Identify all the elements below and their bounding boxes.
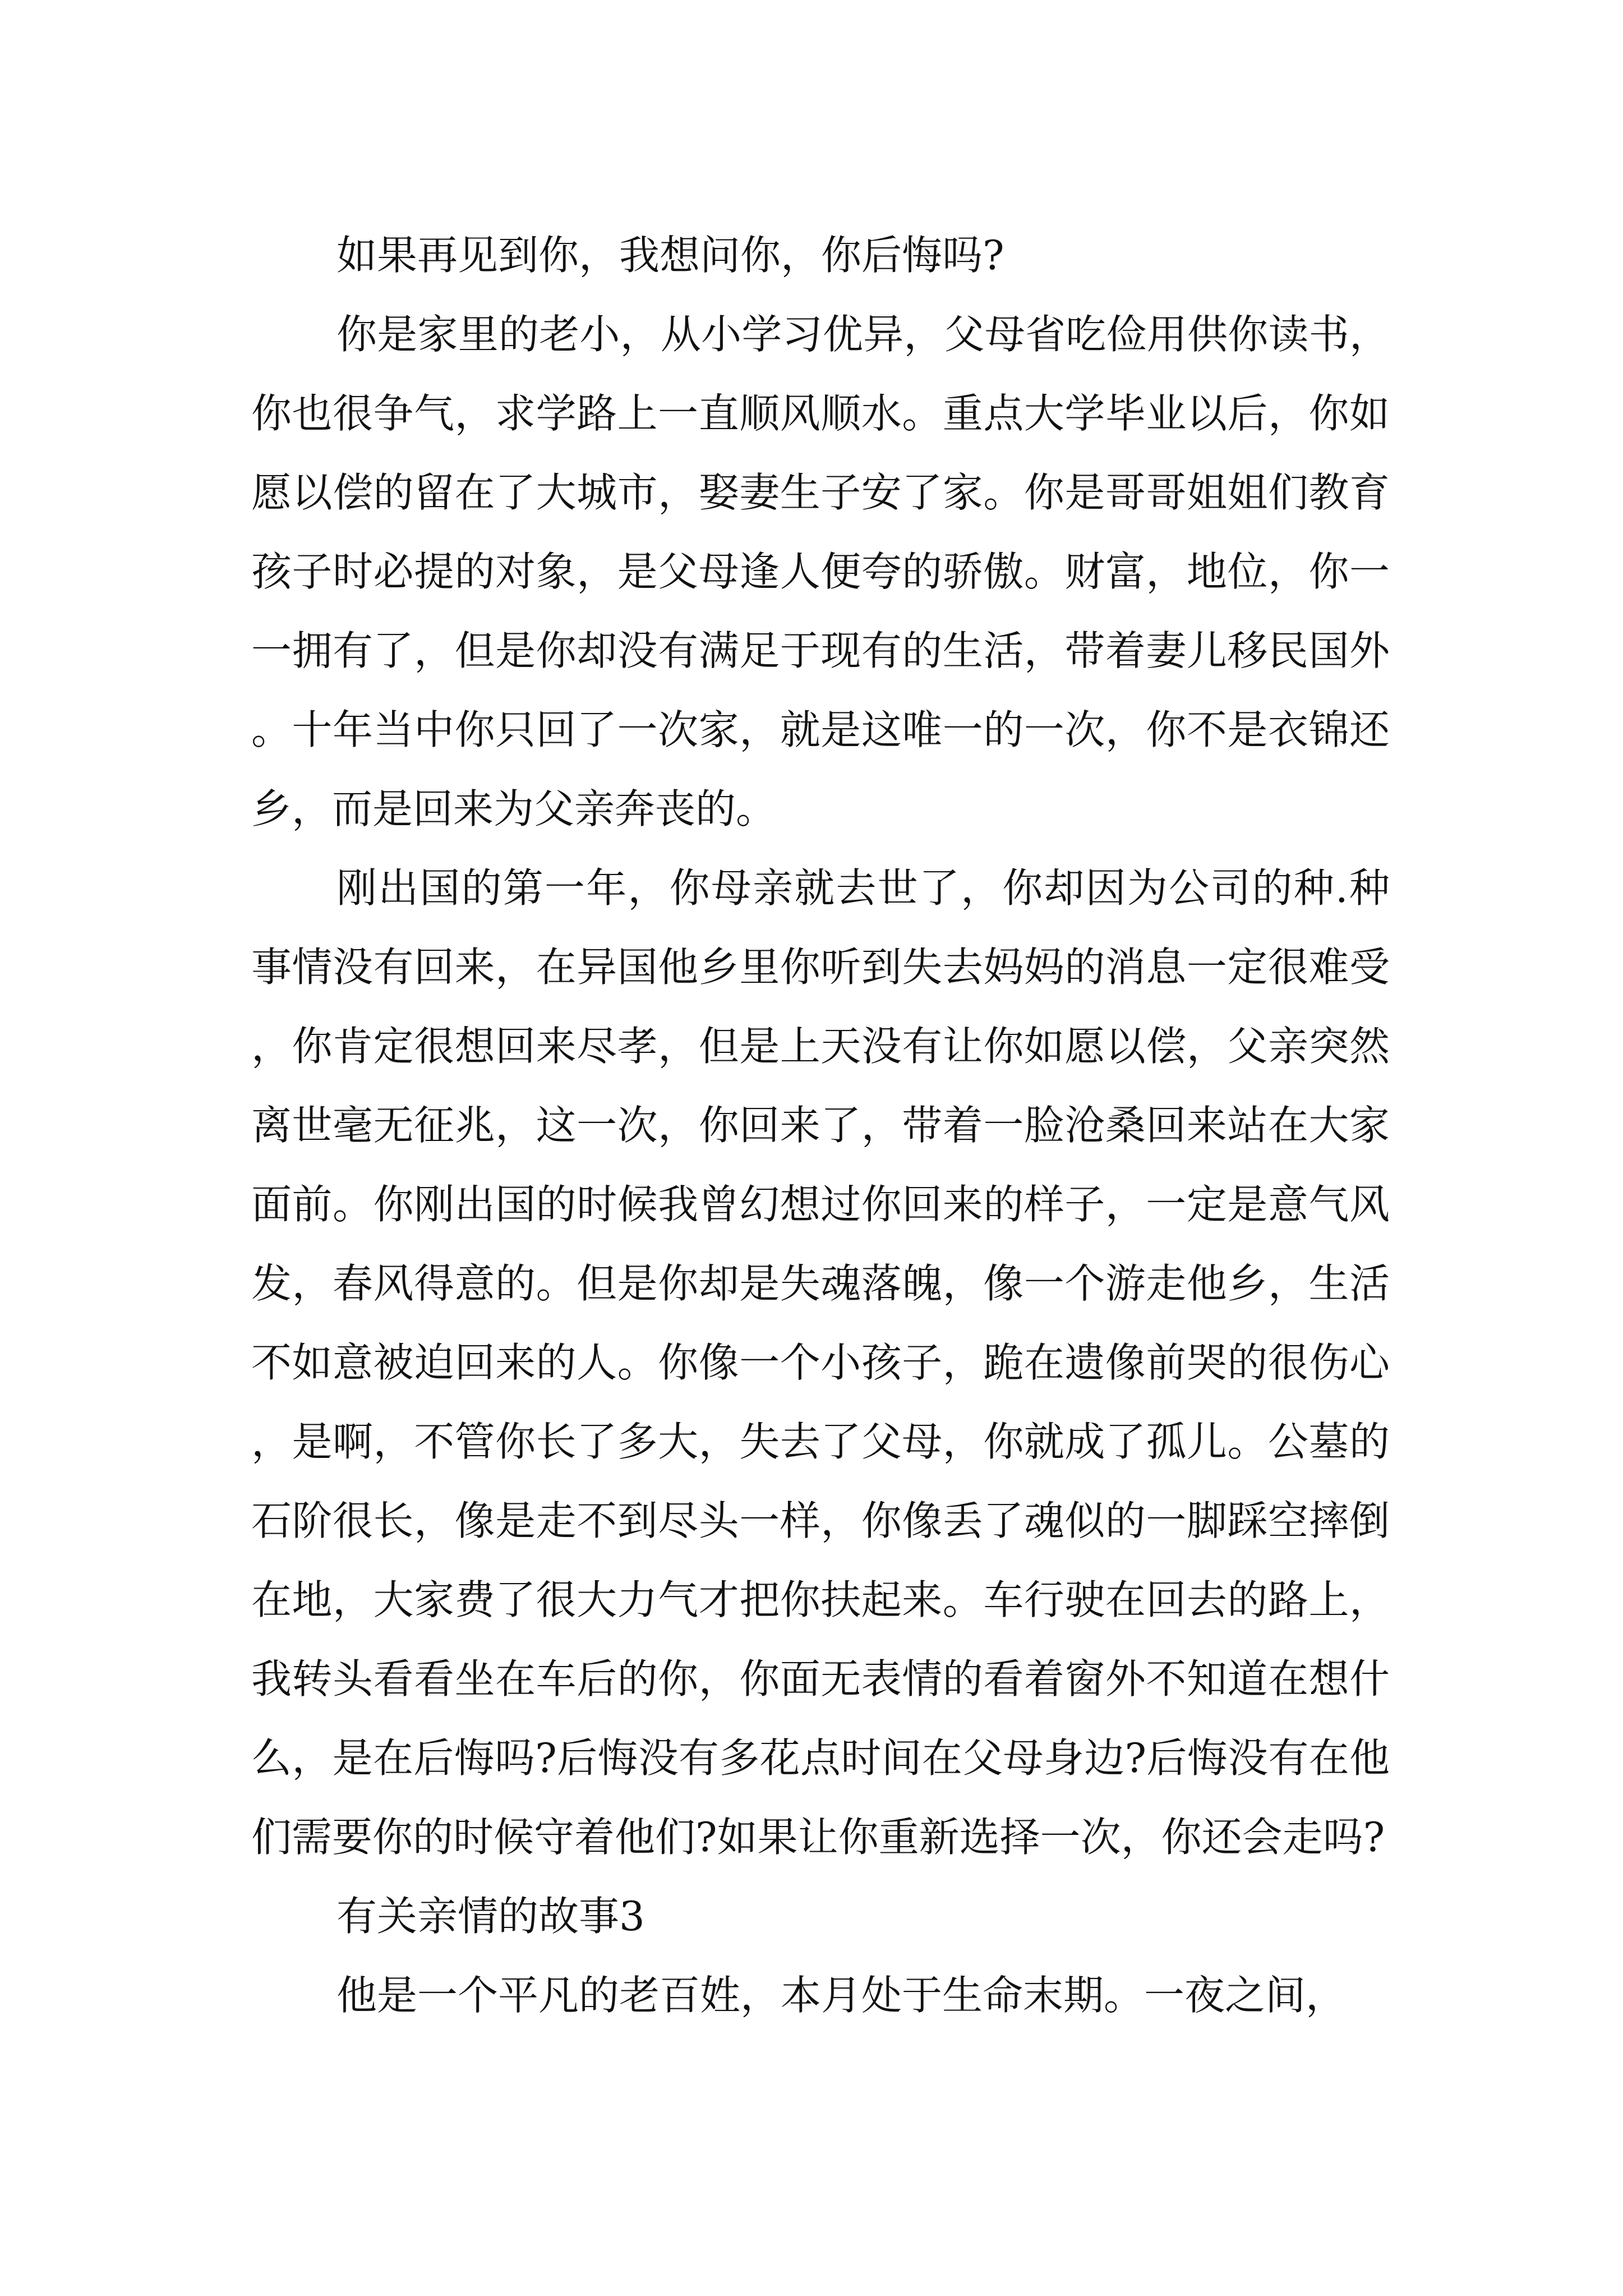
paragraph-ordinary-person: 他是一个平凡的老百姓，本月处于生命末期。一夜之间，	[336, 1972, 1347, 2019]
paragraph-question: 如果再见到你，我想问你，你后悔吗?	[336, 232, 1004, 279]
paragraph-first-year-abroad: 刚出国的第一年，你母亲就去世了，你却因为公司的种.种事情没有回来，在异国他乡里你听到失去妈妈的消息一定很难受，你肯定很想回来尽孝，但是上天没有让你如愿以偿，父亲突然离世毫无征兆，这一次，你回来了，带着一脸沧桑回来站在大家面前。你刚出国的时候我曾幻想过你回来的样子，一定是意气风发，春风得意的。但是你却是失魂落魄，像一个游走他乡，生活不如意被迫回来的人。你像一个小孩子，跪在遗像前哭的很伤心，是啊，不管你长了多大，失去了父母，你就成了孤儿。公墓的石阶很长，像是走不到尽头一样，你像丢了魂似的一脚踩空摔倒在地，大家费了很大力气才把你扶起来。车行驶在回去的路上，我转头看看坐在车后的你，你面无表情的看着窗外不知道在想什么，是在后悔吗?后悔没有多花点时间在父母身边?后悔没有在他们需要你的时候守着他们?如果让你重新选择一次，你还会走吗?	[251, 864, 1390, 1861]
section-heading: 有关亲情的故事3	[336, 1893, 645, 1940]
paragraph-youngest-child: 你是家里的老小，从小学习优异，父母省吃俭用供你读书，你也很争气，求学路上一直顺风顺水。重点大学毕业以后，你如愿以偿的留在了大城市，娶妻生子安了家。你是哥哥姐姐们教育孩子时必提的对象，是父母逢人便夸的骄傲。财富，地位，你一一拥有了，但是你却没有满足于现有的生活，带着妻儿移民国外。十年当中你只回了一次家，就是这唯一的一次，你不是衣锦还乡，而是回来为父亲奔丧的。	[251, 311, 1390, 832]
document-body	[251, 216, 1390, 2035]
